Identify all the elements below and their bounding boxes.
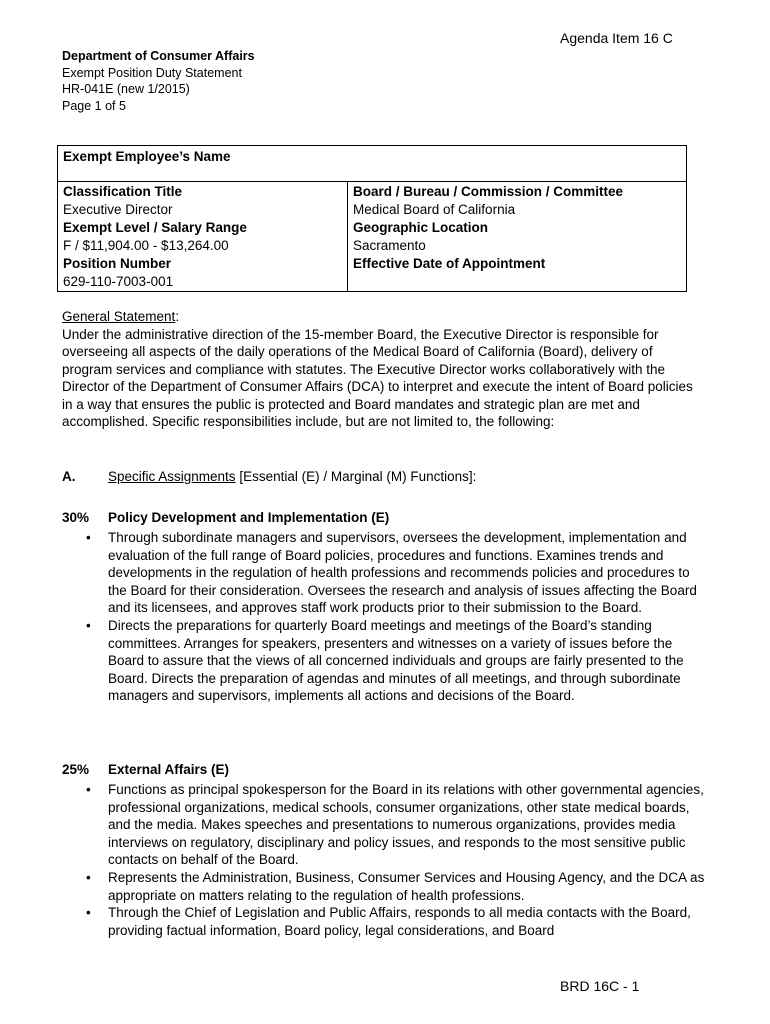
page-number: Page 1 of 5 xyxy=(62,98,126,113)
function-percent: 30% xyxy=(62,510,90,525)
list-item xyxy=(86,781,706,869)
function-title: External Affairs (E) xyxy=(108,762,230,777)
list-item xyxy=(86,529,706,617)
position-number-label: Position Number xyxy=(63,256,172,271)
bullet-text: Through the Chief of Legislation and Public Affairs, responds to all media contacts with the Board, providing factual information, Board policy, legal considerations, and Board xyxy=(108,905,691,938)
section-a-title: Specific Assignments xyxy=(108,469,236,484)
section-a-suffix: [Essential (E) / Marginal (M) Functions]: xyxy=(235,469,477,484)
board-value: Medical Board of California xyxy=(353,202,516,217)
general-statement xyxy=(62,308,702,431)
document-header xyxy=(62,48,255,114)
document-title: Exempt Position Duty Statement xyxy=(62,65,242,80)
department-name: Department of Consumer Affairs xyxy=(62,49,255,63)
bullet-icon: • xyxy=(86,617,91,633)
geographic-location-value: Sacramento xyxy=(353,238,426,253)
classification-title-value: Executive Director xyxy=(63,202,173,217)
function-bullet-list xyxy=(86,529,706,705)
bullet-icon: • xyxy=(86,782,91,797)
function-bullet-list xyxy=(86,781,706,939)
bullet-text: Directs the preparations for quarterly Board meetings and meetings of the Board’s standing committees. Arranges for speakers, presenters and witnesses on a variety of issues before the Board to assure that the views of all concerned individuals and groups are fairly presented to the Board. Directs the preparation of agendas and minutes of all meetings, and through subordinate managers and supervisors, implements all actions and decisions of the Board. xyxy=(108,617,684,704)
geographic-location-label: Geographic Location xyxy=(353,220,489,235)
exempt-level-value: F / $11,904.00 - $13,264.00 xyxy=(63,238,229,253)
board-label: Board / Bureau / Commission / Committee xyxy=(353,184,624,199)
page-footer: BRD 16C - 1 xyxy=(560,978,640,994)
exempt-level-label: Exempt Level / Salary Range xyxy=(63,220,247,235)
function-heading xyxy=(62,510,389,525)
agenda-item-label: Agenda Item 16 C xyxy=(560,30,673,46)
bullet-text: Through subordinate managers and supervisors, oversees the development, implementation and evaluation of the full range of Board policies, procedures and functions. Examines trends and developments in the regulation of health professions and recommends policies and procedures to the Board for their consideration. Oversees the research and analysis of issues affecting the Board and its licensees, and approves staff work products prior to their submission to the Board. xyxy=(108,530,697,616)
list-item xyxy=(86,869,706,904)
list-item xyxy=(86,617,706,705)
classification-title-label: Classification Title xyxy=(63,184,183,199)
bullet-icon: • xyxy=(86,869,91,885)
bullet-icon: • xyxy=(86,530,91,545)
bullet-text: Represents the Administration, Business, Consumer Services and Housing Agency, and the DCA as appropriate on matters relating to the regulation of health professions. xyxy=(108,869,705,903)
position-number-value: 629-110-7003-001 xyxy=(63,274,174,289)
info-right-column xyxy=(353,183,623,273)
bullet-icon: • xyxy=(86,905,91,921)
list-item xyxy=(86,904,706,939)
function-title: Policy Development and Implementation (E) xyxy=(108,510,390,525)
box-divider-vertical xyxy=(347,181,348,291)
box-divider-horizontal xyxy=(58,181,686,182)
section-a-heading xyxy=(62,469,476,484)
general-statement-body: Under the administrative direction of the 15-member Board, the Executive Director is responsible for overseeing all aspects of the daily operations of the Medical Board of California (Board), delivery of program services and compliance with statutes. The Executive Director works collaboratively with the Director of the Department of Consumer Affairs (DCA) to interpret and execute the intent of Board policies in a way that ensures the public is protected and Board mandates and strategic plan are met and accomplished. Specific responsibilities include, but are not limited to, the following: xyxy=(62,326,693,429)
general-statement-heading: General Statement xyxy=(62,309,176,324)
general-statement-colon: : xyxy=(175,309,180,324)
section-a-letter: A. xyxy=(62,469,76,484)
bullet-text: Functions as principal spokesperson for the Board in its relations with other governmental agencies, professional organizations, medical schools, consumer organizations, other state medical boards, and the media. Makes speeches and presentations to numerous organizations, provides media interviews on regulatory, disciplinary and policy issues, and responds to the most sensitive public contacts on behalf of the Board. xyxy=(108,782,704,868)
function-percent: 25% xyxy=(62,762,90,777)
form-id: HR-041E (new 1/2015) xyxy=(62,82,190,96)
function-heading xyxy=(62,762,229,777)
employee-name-label: Exempt Employee’s Name xyxy=(63,149,231,164)
info-left-column xyxy=(63,183,247,291)
employee-info-box xyxy=(57,145,687,292)
effective-date-label: Effective Date of Appointment xyxy=(353,256,546,271)
